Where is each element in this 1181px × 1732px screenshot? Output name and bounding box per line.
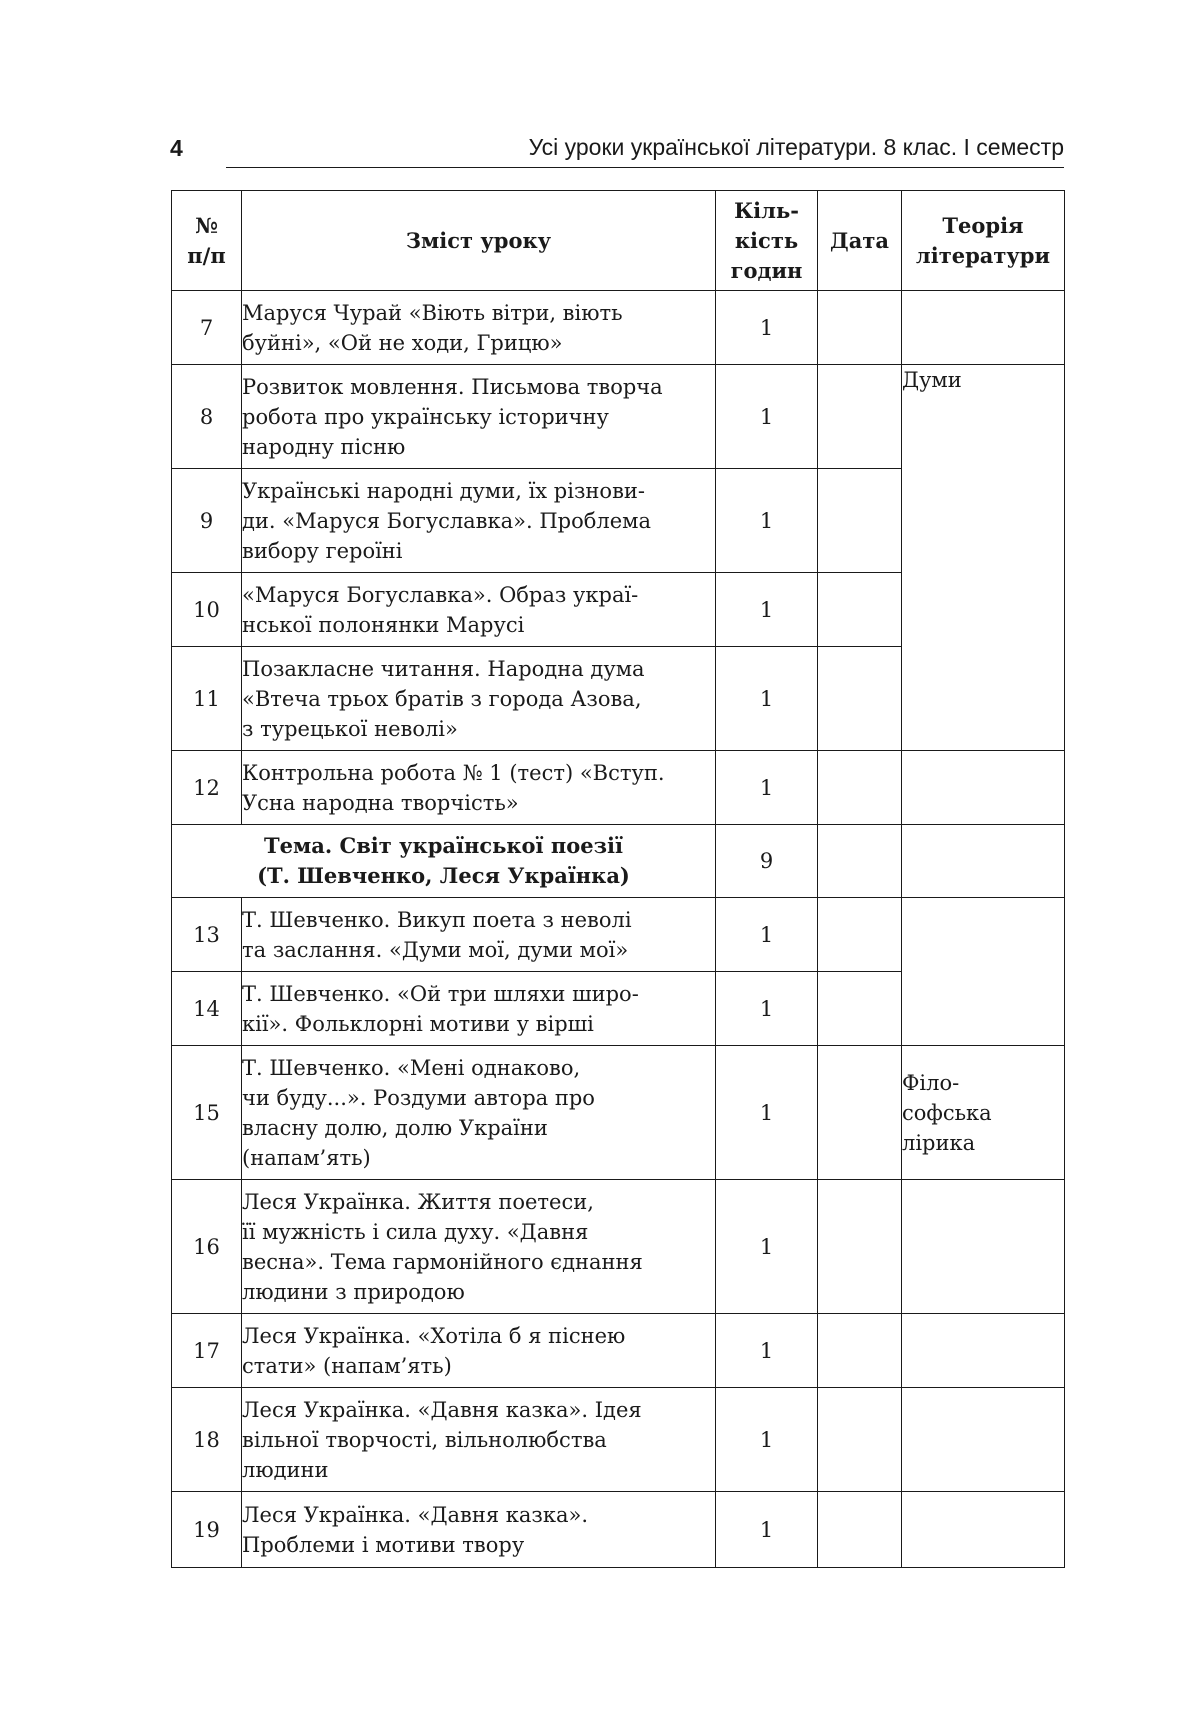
lesson-date xyxy=(818,1314,902,1388)
lesson-date xyxy=(818,1492,902,1568)
table-row xyxy=(172,1180,1065,1314)
lesson-date xyxy=(818,573,902,647)
lesson-content: Леся Українка. «Давня казка». Проблеми і мотиви твору xyxy=(242,1492,716,1568)
lesson-date xyxy=(818,365,902,469)
lesson-hours: 1 xyxy=(716,972,818,1046)
lesson-content: Леся Українка. «Давня казка». Ідея вільної творчості, вільнолюбства людини xyxy=(242,1388,716,1492)
lesson-theory xyxy=(902,751,1065,825)
lesson-hours: 1 xyxy=(716,1180,818,1314)
lesson-hours: 1 xyxy=(716,898,818,972)
row-number: 8 xyxy=(172,365,242,469)
table-row xyxy=(172,291,1065,365)
lesson-content: Т. Шевченко. «Ой три шляхи широ- кії». Фольклорні мотиви у вірші xyxy=(242,972,716,1046)
lesson-date xyxy=(818,1180,902,1314)
table-row xyxy=(172,898,1065,972)
lesson-hours: 1 xyxy=(716,365,818,469)
lesson-theory xyxy=(902,1492,1065,1568)
lesson-hours: 1 xyxy=(716,469,818,573)
lesson-theory-philosophical-lyrics: Філо- софська лірика xyxy=(902,1046,1065,1180)
lesson-date xyxy=(818,1046,902,1180)
table-row xyxy=(172,365,1065,469)
row-number: 17 xyxy=(172,1314,242,1388)
lesson-hours: 1 xyxy=(716,751,818,825)
lesson-theory xyxy=(902,898,1065,1046)
header-rule xyxy=(226,167,1064,168)
lesson-content: Розвиток мовлення. Письмова творча робота про українську історичну народну пісню xyxy=(242,365,716,469)
row-number: 7 xyxy=(172,291,242,365)
row-number: 11 xyxy=(172,647,242,751)
lesson-date xyxy=(818,972,902,1046)
lesson-hours: 1 xyxy=(716,573,818,647)
row-number: 9 xyxy=(172,469,242,573)
lesson-theory xyxy=(902,1388,1065,1492)
table-row xyxy=(172,1314,1065,1388)
table-header-row xyxy=(172,191,1065,291)
row-number: 19 xyxy=(172,1492,242,1568)
lesson-date xyxy=(818,291,902,365)
row-number: 18 xyxy=(172,1388,242,1492)
running-title: Усі уроки української літератури. 8 клас. І семестр xyxy=(528,134,1064,160)
lesson-content: Маруся Чурай «Віють вітри, віють буйні», «Ой не ходи, Грицю» xyxy=(242,291,716,365)
lesson-date xyxy=(818,825,902,898)
lesson-hours: 1 xyxy=(716,1046,818,1180)
col-header-content: Зміст уроку xyxy=(242,191,716,291)
lesson-hours: 1 xyxy=(716,291,818,365)
theme-title: Тема. Світ української поезії (Т. Шевченко, Леся Українка) xyxy=(172,825,716,898)
lesson-theory xyxy=(902,1180,1065,1314)
lesson-hours: 1 xyxy=(716,1388,818,1492)
lesson-theory xyxy=(902,1314,1065,1388)
row-number: 10 xyxy=(172,573,242,647)
row-number: 13 xyxy=(172,898,242,972)
row-number: 16 xyxy=(172,1180,242,1314)
lesson-date xyxy=(818,1388,902,1492)
theme-row xyxy=(172,825,1065,898)
lesson-date xyxy=(818,751,902,825)
col-header-theory: Теорія літератури xyxy=(902,191,1065,291)
lesson-content: Леся Українка. Життя поетеси, її мужність і сила духу. «Давня весна». Тема гармонійного єднання людини з природою xyxy=(242,1180,716,1314)
lesson-content: Українські народні думи, їх різнови- ди. «Маруся Богуславка». Проблема вибору героїні xyxy=(242,469,716,573)
lesson-hours: 1 xyxy=(716,1314,818,1388)
row-number: 15 xyxy=(172,1046,242,1180)
lesson-theory xyxy=(902,291,1065,365)
lesson-content: Т. Шевченко. Викуп поета з неволі та заслання. «Думи мої, думи мої» xyxy=(242,898,716,972)
col-header-hours: Кіль- кість годин xyxy=(716,191,818,291)
table-row xyxy=(172,1388,1065,1492)
lesson-date xyxy=(818,647,902,751)
lesson-hours: 1 xyxy=(716,1492,818,1568)
table-row xyxy=(172,1046,1065,1180)
row-number: 14 xyxy=(172,972,242,1046)
lesson-plan-table xyxy=(171,190,1065,1568)
lesson-theory xyxy=(902,825,1065,898)
table-row xyxy=(172,1492,1065,1568)
lesson-content: Т. Шевченко. «Мені однаково, чи буду...». Роздуми автора про власну долю, долю України (напам’ять) xyxy=(242,1046,716,1180)
table-row xyxy=(172,751,1065,825)
col-header-date: Дата xyxy=(818,191,902,291)
lesson-theory-dumy: Думи xyxy=(902,365,1065,751)
lesson-date xyxy=(818,469,902,573)
lesson-content: Позакласне читання. Народна дума «Втеча трьох братів з города Азова, з турецької неволі» xyxy=(242,647,716,751)
col-header-num: № п/п xyxy=(172,191,242,291)
lesson-content: Контрольна робота № 1 (тест) «Вступ. Усна народна творчість» xyxy=(242,751,716,825)
lesson-hours: 1 xyxy=(716,647,818,751)
lesson-content: Леся Українка. «Хотіла б я піснею стати» (напам’ять) xyxy=(242,1314,716,1388)
row-number: 12 xyxy=(172,751,242,825)
theme-hours: 9 xyxy=(716,825,818,898)
lesson-date xyxy=(818,898,902,972)
page-number: 4 xyxy=(170,135,183,161)
lesson-content: «Маруся Богуславка». Образ украї- нської полонянки Марусі xyxy=(242,573,716,647)
